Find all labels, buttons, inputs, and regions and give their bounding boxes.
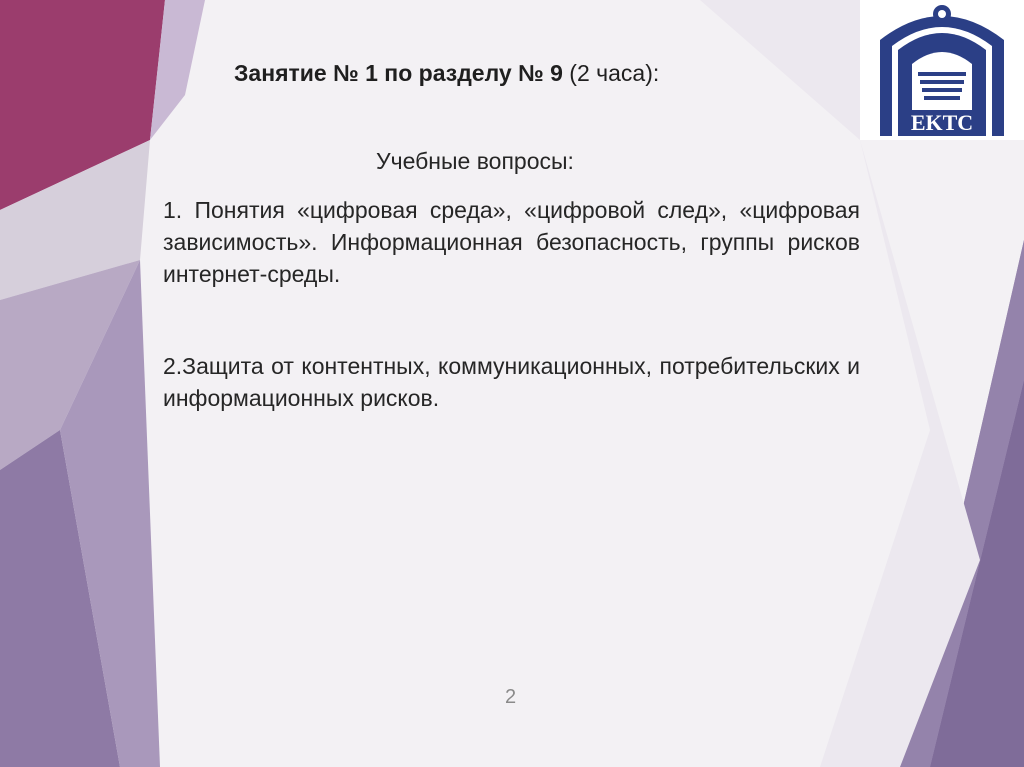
question-item-1: 1. Понятия «цифровая среда», «цифровой след», «цифровая зависимость». Информационная безопасность, группы рисков интернет-среды.: [163, 197, 860, 287]
logo-text: EKTC: [910, 110, 974, 135]
slide-title-rest: (2 часа):: [562, 60, 660, 86]
slide-title: [234, 60, 834, 87]
slide-subtitle: Учебные вопросы:: [376, 148, 574, 174]
slide-title-bold: Занятие № 1 по разделу № 9: [234, 60, 563, 86]
question-item-2: 2.Защита от контентных, коммуникационных, потребительских и информационных рисков.: [163, 353, 860, 411]
page-number: 2: [505, 686, 517, 708]
